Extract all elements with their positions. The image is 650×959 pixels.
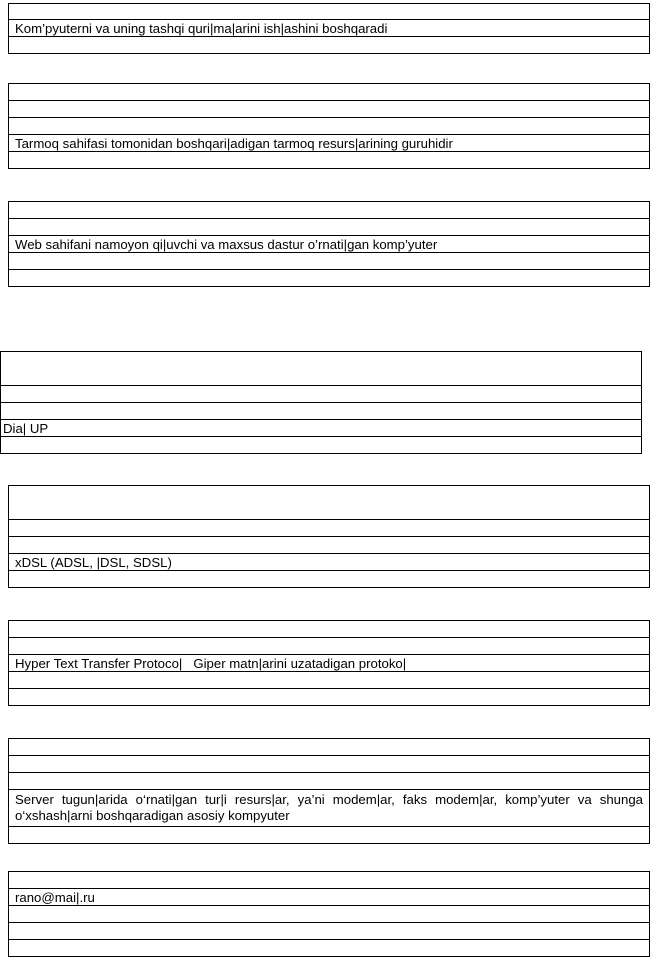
answer-table-1 [8,3,650,54]
answer-table-2 [8,83,650,169]
table-cell [9,739,650,756]
table-cell [9,4,650,20]
table-cell [9,537,650,554]
table-cell [9,219,650,236]
table-cell: Kom’pyuterni va uning tashqi quri|ma|arini ish|ashini boshqaradi [9,20,650,37]
answer-table-6 [8,620,650,706]
table-cell [9,638,650,655]
table-cell: rano@mai|.ru [9,889,650,906]
table-cell [9,270,650,287]
table-cell [9,773,650,790]
table-cell [9,202,650,219]
table-cell: xDSL (ADSL, |DSL, SDSL) [9,554,650,571]
table-cell [9,923,650,940]
table-cell [9,84,650,101]
table-cell [9,118,650,135]
table-cell [9,253,650,270]
table-cell: Dia| UP [1,420,642,437]
table-cell [1,352,642,386]
table-cell [9,37,650,54]
table-cell [9,872,650,889]
table-cell: Server tugun|arida o‘rnati|gan tur|i resurs|ar, ya’ni modem|ar, faks modem|ar, komp’yuter va shunga o‘xshash|arni boshqaradigan asosiy kompyuter [9,790,650,827]
table-cell [9,486,650,520]
table-cell [9,689,650,706]
table-cell [9,152,650,169]
table-cell [1,437,642,454]
answer-table-7 [8,738,650,844]
answer-table-4 [0,351,642,454]
table-cell [9,621,650,638]
table-cell: Tarmoq sahifasi tomonidan boshqari|adigan tarmoq resurs|arining guruhidir [9,135,650,152]
table-cell [9,571,650,588]
table-cell [9,940,650,957]
table-cell [9,906,650,923]
answer-table-8 [8,871,650,957]
table-cell [9,672,650,689]
table-cell: Web sahifani namoyon qi|uvchi va maxsus dastur o’rnati|gan komp’yuter [9,236,650,253]
table-cell [9,827,650,844]
table-cell: Hyper Text Transfer Protoco| Giper matn|arini uzatadigan protoko| [9,655,650,672]
answer-table-3 [8,201,650,287]
table-cell [1,403,642,420]
table-cell [9,101,650,118]
table-cell [9,756,650,773]
table-cell [9,520,650,537]
answer-table-5 [8,485,650,588]
table-cell [1,386,642,403]
